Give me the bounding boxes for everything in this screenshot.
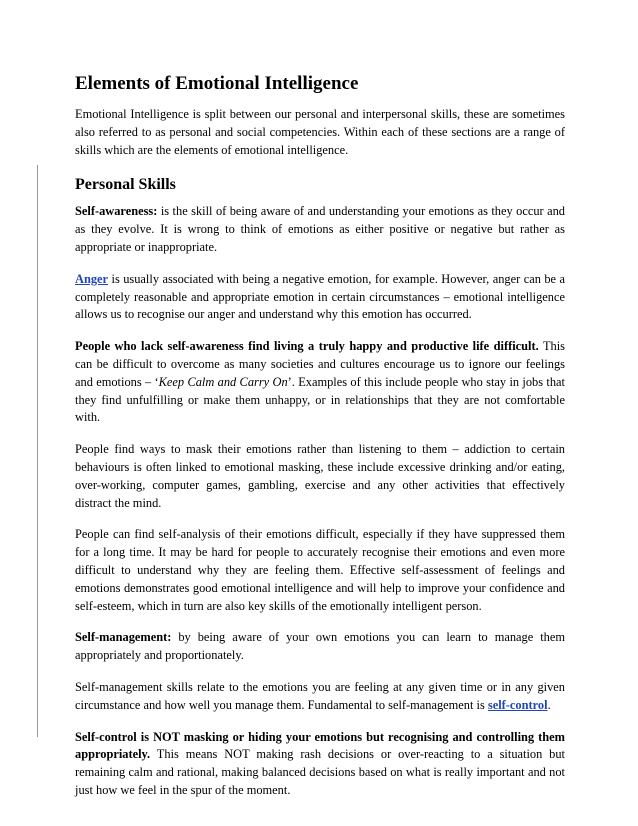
self-control-text: This means NOT making rash decisions or over-reacting to a situation but remaining calm and rational, making balanced decisions based on what is really important and not just how we feel in the spur of the moment. [75,747,565,797]
self-management-paragraph [75,629,565,665]
self-management-skills-text: Self-management skills relate to the emotions you are feeling at any given time or in any given circumstance and how well you manage them. Fundamental to self-management is [75,679,565,712]
anger-link[interactable]: Anger [75,271,109,286]
self-control-bold: Self-control is NOT masking or hiding your emotions but recognising and controlling them appropriately. [75,729,565,762]
self-management-skills-paragraph [75,679,565,715]
personal-skills-heading: Personal Skills [75,176,176,194]
self-awareness-term: Self-awareness: [75,204,158,219]
intro-paragraph: Emotional Intelligence is split between our personal and interpersonal skills, these are sometimes also referred to as personal and social competencies. Within each of these sections are a range of skills which are the elements of emotional intelligence. [75,107,565,157]
self-management-term: Self-management: [75,630,172,645]
lack-awareness-paragraph [75,338,565,427]
self-awareness-paragraph [75,203,565,256]
emotional-masking-paragraph: People find ways to mask their emotions rather than listening to them – addiction to certain behaviours is often linked to emotional masking, these include excessive drinking and/or eating, over-working, computer games, gambling, exercise and any other activities that effectively distract the mind. [75,442,565,510]
self-management-skills-end: . [547,697,551,712]
lack-awareness-text-after: ’. Examples of this include people who stay in jobs that they find unfulfilling or make them unhappy, or in relationships that they are not comfortable with. [75,374,565,425]
self-control-link[interactable]: self-control [487,697,548,712]
lack-awareness-text-before: This can be difficult to overcome as many societies and cultures encourage us to ignore our feelings and emotions – ‘ [75,339,566,389]
self-control-paragraph [75,729,565,800]
lack-awareness-bold: People who lack self-awareness find living a truly happy and productive life difficult. [75,339,539,354]
self-awareness-text: is the skill of being aware of and understanding your emotions as they occur and as they evolve. It is wrong to think of emotions as either positive or negative but rather as appropriate or inappropriate. [75,204,565,254]
keep-calm-italic: Keep Calm and Carry On [158,374,288,389]
self-analysis-paragraph: People can find self-analysis of their emotions difficult, especially if they have suppressed them for a long time. It may be hard for people to accurately recognise their emotions and even more difficult to understand why they are feeling them. Effective self-assessment of feelings and emotions demonstrates good emotional intelligence and will help to improve your confidence and self-esteem, which in turn are also key skills of the emotionally intelligent person. [75,527,565,613]
self-management-text: by being aware of your own emotions you can learn to manage them appropriately and proportionately. [75,630,565,663]
margin-change-bar [37,165,38,737]
document-title: Elements of Emotional Intelligence [75,73,359,94]
anger-text: is usually associated with being a negative emotion, for example. However, anger can be a completely reasonable and appropriate emotion in certain circumstances – emotional intelligence allows us to recognise our anger and understand why this emotion has occurred. [75,271,565,322]
anger-paragraph [75,271,565,324]
document-page [75,72,565,814]
